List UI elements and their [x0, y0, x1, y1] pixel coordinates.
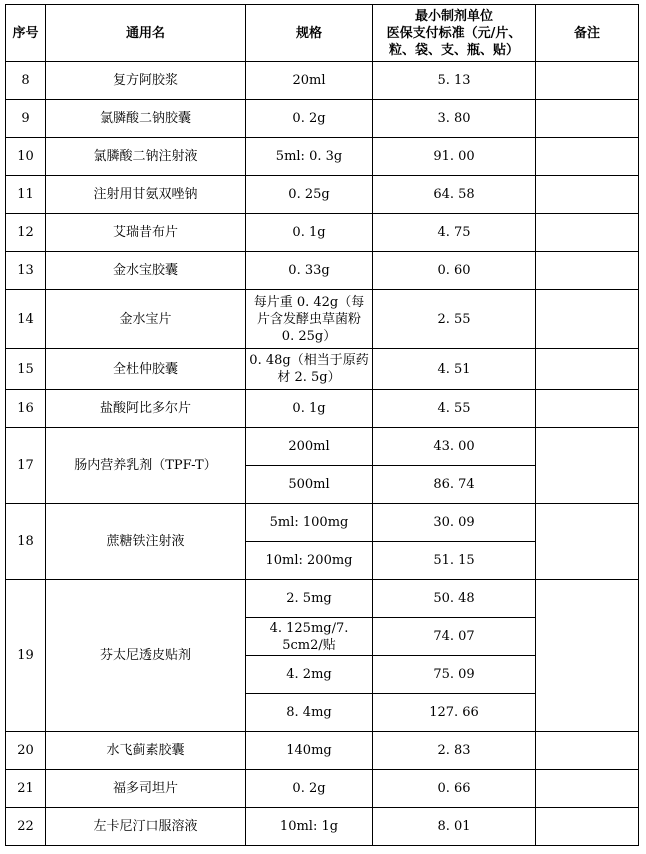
- row-note: [536, 138, 639, 176]
- row-index: 13: [6, 252, 46, 290]
- row-index: 9: [6, 100, 46, 138]
- row-name: 注射用甘氨双唑钠: [46, 176, 246, 214]
- header-price-line1: 最小制剂单位: [414, 8, 493, 24]
- row-price: 86. 74: [373, 466, 536, 504]
- row-price: 64. 58: [373, 176, 536, 214]
- row-spec: 0. 25g: [246, 176, 373, 214]
- row-index: 12: [6, 214, 46, 252]
- header-price-line3: 粒、袋、支、瓶、贴）: [388, 42, 519, 58]
- row-name: 金水宝片: [46, 290, 246, 349]
- row-price: 4. 51: [373, 349, 536, 390]
- row-spec: 2. 5mg: [246, 580, 373, 618]
- row-note: [536, 62, 639, 100]
- table-row: [6, 770, 639, 808]
- row-index: 10: [6, 138, 46, 176]
- row-price: 4. 55: [373, 390, 536, 428]
- row-spec: 0. 1g: [246, 214, 373, 252]
- row-price: 0. 60: [373, 252, 536, 290]
- row-note: [536, 176, 639, 214]
- row-spec: 4. 2mg: [246, 656, 373, 694]
- table-row: [6, 138, 639, 176]
- header-spec: 规格: [246, 5, 373, 62]
- row-name: 氯膦酸二钠胶囊: [46, 100, 246, 138]
- table-row: [6, 428, 639, 466]
- table-row: [6, 504, 639, 542]
- row-index: 11: [6, 176, 46, 214]
- row-price: 75. 09: [373, 656, 536, 694]
- table-row: [6, 176, 639, 214]
- row-index: 20: [6, 732, 46, 770]
- row-spec: 200ml: [246, 428, 373, 466]
- row-price: 51. 15: [373, 542, 536, 580]
- row-spec: 20ml: [246, 62, 373, 100]
- row-spec: 0. 2g: [246, 100, 373, 138]
- row-index: 17: [6, 428, 46, 504]
- table-row: [6, 290, 639, 349]
- row-spec: 0. 2g: [246, 770, 373, 808]
- row-note: [536, 808, 639, 846]
- header-price-line2: 医保支付标准（元/片、: [386, 25, 522, 41]
- row-price: 91. 00: [373, 138, 536, 176]
- table-row: [6, 349, 639, 390]
- row-spec: 0. 1g: [246, 390, 373, 428]
- row-price: 5. 13: [373, 62, 536, 100]
- row-note: [536, 428, 639, 504]
- row-spec: 5ml: 0. 3g: [246, 138, 373, 176]
- row-name: 肠内营养乳剂（TPF-T）: [46, 428, 246, 504]
- row-index: 14: [6, 290, 46, 349]
- table-header-row: [6, 5, 639, 62]
- row-spec: 0. 33g: [246, 252, 373, 290]
- row-note: [536, 214, 639, 252]
- row-index: 21: [6, 770, 46, 808]
- table-row: [6, 252, 639, 290]
- row-spec: 0. 48g（相当于原药材 2. 5g）: [246, 349, 373, 390]
- row-name: 左卡尼汀口服溶液: [46, 808, 246, 846]
- row-note: [536, 504, 639, 580]
- table-row: [6, 100, 639, 138]
- row-price: 50. 48: [373, 580, 536, 618]
- row-note: [536, 770, 639, 808]
- row-name: 艾瑞昔布片: [46, 214, 246, 252]
- row-price: 4. 75: [373, 214, 536, 252]
- row-note: [536, 390, 639, 428]
- drug-payment-standard-table: [5, 4, 639, 846]
- row-spec: 140mg: [246, 732, 373, 770]
- row-index: 16: [6, 390, 46, 428]
- row-price: 74. 07: [373, 618, 536, 656]
- row-name: 全杜仲胶囊: [46, 349, 246, 390]
- table-row: [6, 214, 639, 252]
- table-row: [6, 732, 639, 770]
- header-note: 备注: [536, 5, 639, 62]
- row-spec: 8. 4mg: [246, 694, 373, 732]
- table-row: [6, 808, 639, 846]
- table-row: [6, 580, 639, 618]
- row-index: 15: [6, 349, 46, 390]
- row-price: 30. 09: [373, 504, 536, 542]
- row-name: 金水宝胶囊: [46, 252, 246, 290]
- row-index: 19: [6, 580, 46, 732]
- row-note: [536, 732, 639, 770]
- table-row: [6, 62, 639, 100]
- header-price: [373, 5, 536, 62]
- row-spec: 10ml: 200mg: [246, 542, 373, 580]
- row-price: 3. 80: [373, 100, 536, 138]
- row-index: 8: [6, 62, 46, 100]
- row-name: 芬太尼透皮贴剂: [46, 580, 246, 732]
- header-index: 序号: [6, 5, 46, 62]
- row-price: 43. 00: [373, 428, 536, 466]
- table-row: [6, 390, 639, 428]
- row-spec: 500ml: [246, 466, 373, 504]
- row-index: 18: [6, 504, 46, 580]
- row-name: 复方阿胶浆: [46, 62, 246, 100]
- row-spec: 10ml: 1g: [246, 808, 373, 846]
- row-name: 氯膦酸二钠注射液: [46, 138, 246, 176]
- row-note: [536, 349, 639, 390]
- row-index: 22: [6, 808, 46, 846]
- row-price: 2. 83: [373, 732, 536, 770]
- row-price: 8. 01: [373, 808, 536, 846]
- row-spec: 4. 125mg/7. 5cm2/贴: [246, 618, 373, 656]
- row-name: 蔗糖铁注射液: [46, 504, 246, 580]
- header-name: 通用名: [46, 5, 246, 62]
- row-price: 127. 66: [373, 694, 536, 732]
- row-note: [536, 100, 639, 138]
- row-note: [536, 290, 639, 349]
- row-name: 盐酸阿比多尔片: [46, 390, 246, 428]
- row-spec: 5ml: 100mg: [246, 504, 373, 542]
- row-spec: 每片重 0. 42g（每片含发酵虫草菌粉 0. 25g）: [246, 290, 373, 349]
- row-name: 福多司坦片: [46, 770, 246, 808]
- row-name: 水飞蓟素胶囊: [46, 732, 246, 770]
- row-price: 0. 66: [373, 770, 536, 808]
- row-note: [536, 252, 639, 290]
- row-price: 2. 55: [373, 290, 536, 349]
- row-note: [536, 580, 639, 732]
